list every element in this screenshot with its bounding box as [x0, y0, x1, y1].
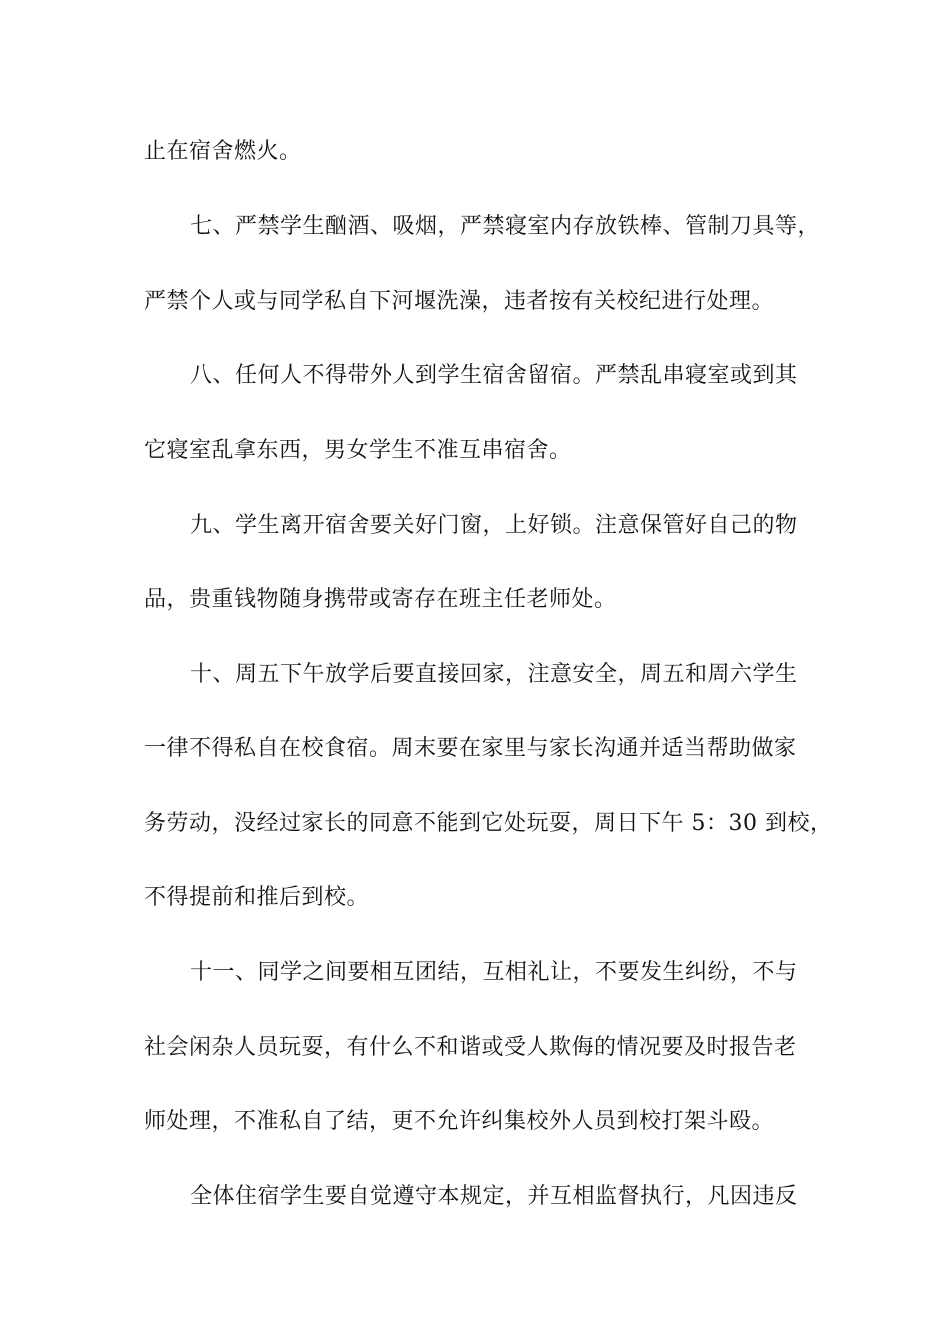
text-line-14: 师处理，不准私自了结，更不允许纠集校外人员到校打架斗殴。: [144, 1109, 775, 1134]
text-line-2: 七、严禁学生酗酒、吸烟，严禁寝室内存放铁棒、管制刀具等，: [190, 214, 821, 239]
text-line-12: 十一、同学之间要相互团结，互相礼让，不要发生纠纷，不与: [190, 960, 798, 985]
text-line-4: 八、任何人不得带外人到学生宿舍留宿。严禁乱串寝室或到其: [190, 363, 798, 388]
text-line-11: 不得提前和推后到校。: [144, 885, 370, 910]
text-line-9: 一律不得私自在校食宿。周末要在家里与家长沟通并适当帮助做家: [144, 736, 797, 761]
text-line-13: 社会闲杂人员玩耍，有什么不和谐或受人欺侮的情况要及时报告老: [144, 1035, 797, 1060]
text-line-8: 十、周五下午放学后要直接回家，注意安全，周五和周六学生: [190, 662, 798, 687]
text-line-7: 品，贵重钱物随身携带或寄存在班主任老师处。: [144, 587, 617, 612]
text-line-1: 止在宿舍燃火。: [144, 139, 302, 164]
text-line-15: 全体住宿学生要自觉遵守本规定，并互相监督执行，凡因违反: [190, 1184, 798, 1209]
text-line-6: 九、学生离开宿舍要关好门窗，上好锁。注意保管好自己的物: [190, 513, 798, 538]
text-line-3: 严禁个人或与同学私自下河堰洗澡，违者按有关校纪进行处理。: [144, 289, 775, 314]
text-line-5: 它寝室乱拿东西，男女学生不准互串宿舍。: [144, 438, 572, 463]
text-line-10: 务劳动，没经过家长的同意不能到它处玩耍，周日下午 5：30 到校，: [144, 811, 833, 836]
